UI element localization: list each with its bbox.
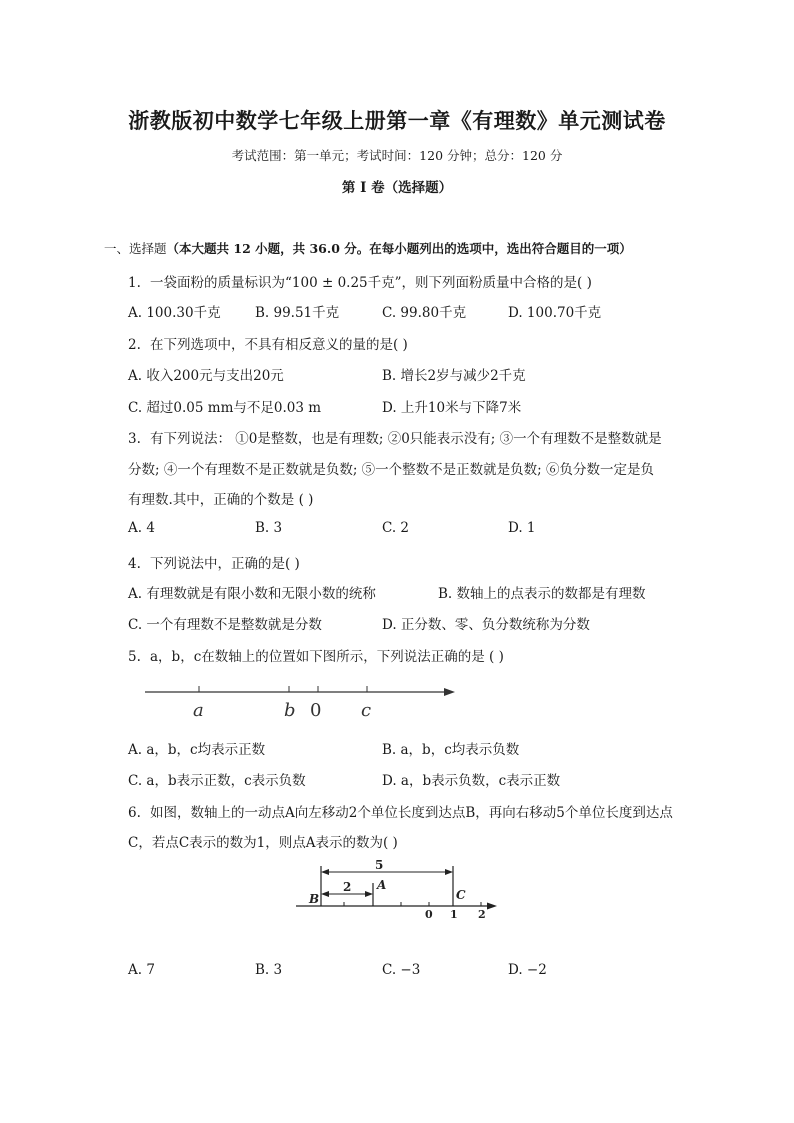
label-c: C: [456, 888, 466, 902]
q1-option-c: C. 99.80千克: [382, 305, 467, 321]
q2-option-a: A. 收入200元与支出20元: [128, 368, 284, 384]
question-number: 4.: [128, 556, 141, 572]
tick-label-1: 1: [450, 908, 458, 921]
q4-option-b: B. 数轴上的点表示的数都是有理数: [438, 586, 646, 602]
question-text-line-1: 有下列说法： ①0是整数，也是有理数; ②0只能表示没有; ③一个有理数不是整数就是: [150, 431, 662, 447]
q5-option-b: B. a，b，c均表示负数: [382, 742, 520, 758]
tick-label-2: 2: [478, 908, 486, 921]
q3-option-d: D. 1: [508, 520, 536, 536]
q2-option-c: C. 超过0.05 mm与不足0.03 m: [128, 400, 322, 416]
question-number: 2.: [128, 337, 141, 353]
document-title: 浙教版初中数学七年级上册第一章《有理数》单元测试卷: [128, 108, 666, 133]
q5-option-d: D. a，b表示负数，c表示正数: [382, 773, 561, 789]
question-text: 一袋面粉的质量标识为“100 ± 0.25千克”，则下列面粉质量中合格的是( ): [150, 275, 592, 291]
q3-option-b: B. 3: [255, 520, 283, 536]
arrow-right-icon: [365, 891, 373, 897]
question-number: 3.: [128, 431, 141, 447]
q2-option-d: D. 上升10米与下降7米: [382, 400, 522, 416]
section-prefix: 一、选择题: [104, 241, 167, 256]
q2-option-b: B. 增长2岁与减少2千克: [382, 368, 526, 384]
label-a: A: [377, 878, 387, 892]
exam-info: 考试范围：第一单元；考试时间：120 分钟；总分：120 分: [231, 148, 563, 163]
tick-label-0: 0: [425, 908, 433, 921]
question-text: 在下列选项中，不具有相反意义的量的是( ): [150, 337, 408, 353]
question-text: 下列说法中，正确的是( ): [150, 556, 300, 572]
question-number: 6.: [128, 805, 141, 821]
section-instructions: （本大题共 12 小题，共 36.0 分。在每小题列出的选项中，选出符合题目的一项）: [166, 241, 632, 256]
axis-arrow-icon: [487, 903, 497, 910]
q4-option-a: A. 有理数就是有限小数和无限小数的统称: [128, 586, 376, 602]
label-0: 0: [310, 700, 322, 721]
q1-option-a: A. 100.30千克: [128, 305, 221, 321]
question-text: a，b，c在数轴上的位置如下图所示，下列说法正确的是 ( ): [150, 649, 504, 665]
question-6-line-2: C，若点C表示的数为1，则点A表示的数为( ): [128, 835, 398, 851]
q6-option-d: D. −2: [508, 962, 547, 978]
label-a: a: [193, 700, 204, 721]
dimension-2-label: 2: [343, 880, 352, 894]
part-heading: 第 I 卷（选择题）: [341, 180, 453, 196]
question-3-line-2: 分数; ④一个有理数不是正数就是负数; ⑤一个整数不是正数就是负数; ⑥负分数一定是负: [128, 462, 655, 478]
label-b: B: [309, 892, 320, 906]
question-number: 1.: [128, 275, 141, 291]
arrow-left-icon: [321, 891, 329, 897]
q4-option-c: C. 一个有理数不是整数就是分数: [128, 617, 322, 633]
label-c: c: [361, 700, 372, 721]
q5-option-a: A. a，b，c均表示正数: [128, 742, 266, 758]
q6-option-a: A. 7: [128, 962, 155, 978]
arrow-left-icon: [321, 869, 329, 875]
q1-option-d: D. 100.70千克: [508, 305, 602, 321]
q1-option-b: B. 99.51千克: [255, 305, 340, 321]
q3-option-a: A. 4: [128, 520, 155, 536]
question-number: 5.: [128, 649, 141, 665]
label-b: b: [284, 700, 296, 721]
question-text-line-1: 如图，数轴上的一动点A向左移动2个单位长度到达点B，再向右移动5个单位长度到达点: [150, 805, 673, 821]
question-3-line-3: 有理数.其中，正确的个数是 ( ): [128, 492, 314, 508]
q5-option-c: C. a，b表示正数，c表示负数: [128, 773, 306, 789]
q3-option-c: C. 2: [382, 520, 410, 536]
q6-option-b: B. 3: [255, 962, 283, 978]
q6-option-c: C. −3: [382, 962, 421, 978]
dimension-5-label: 5: [375, 858, 384, 872]
arrow-right-icon: [445, 869, 453, 875]
q4-option-d: D. 正分数、零、负分数统称为分数: [382, 617, 590, 633]
